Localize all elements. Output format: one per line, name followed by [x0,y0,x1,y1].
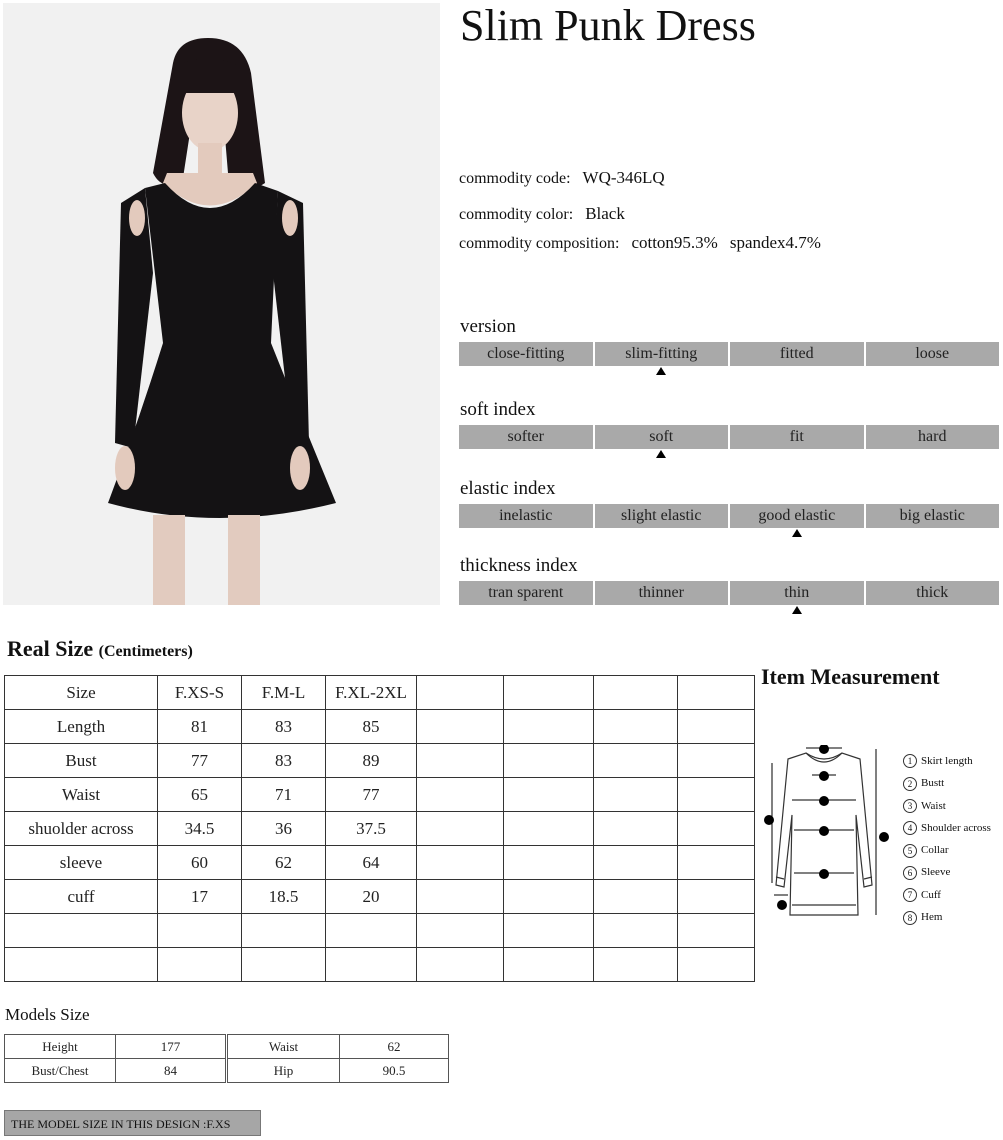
legend-item [903,839,991,861]
size-table-cell [158,914,242,948]
size-table-header [5,676,755,710]
size-table-cell: 36 [242,812,326,846]
size-table-cell: 64 [326,846,417,880]
scale-option: soft [595,425,729,449]
size-table-cell [417,710,504,744]
model-cell: Height [5,1035,116,1059]
size-table-cell: 18.5 [242,880,326,914]
legend-number: 3 [903,799,917,813]
scale-option: thin [730,581,864,605]
size-table-cell: 71 [242,778,326,812]
legend-label: Shoulder across [921,821,991,834]
size-table-header-cell [504,676,594,710]
size-table-cell [242,914,326,948]
size-table-header-cell: F.XL-2XL [326,676,417,710]
composition-cotton: cotton95.3% [631,233,718,252]
size-table-cell [504,880,594,914]
table-row [5,948,755,982]
size-table-cell: 37.5 [326,812,417,846]
legend-item [903,861,991,883]
size-table-cell [417,948,504,982]
scale-thickness-index [459,581,1001,605]
legend-number: 1 [903,754,917,768]
selection-marker-soft-index [656,450,666,458]
legend-item [903,817,991,839]
size-table-cell [5,914,158,948]
size-table-header-cell: F.XS-S [158,676,242,710]
table-row [5,812,755,846]
real-size-heading [7,636,193,662]
size-table-cell [678,812,755,846]
size-table-cell [417,744,504,778]
selection-marker-thickness-index [792,606,802,614]
garment-measurement-diagram [760,745,900,935]
size-table-cell: 20 [326,880,417,914]
size-table-header-cell: Size [5,676,158,710]
table-row [5,914,755,948]
size-table-cell [158,948,242,982]
legend-label: Cuff [921,888,941,901]
size-table-cell [594,948,678,982]
commodity-composition-label: commodity composition: [459,235,620,252]
commodity-color-value: Black [585,204,625,223]
size-table-header-cell [594,676,678,710]
size-table-cell: Bust [5,744,158,778]
scale-label-version: version [460,316,516,337]
size-table-cell [504,948,594,982]
size-table-cell: 65 [158,778,242,812]
size-table-cell [504,846,594,880]
legend-number: 5 [903,844,917,858]
size-table-cell [326,914,417,948]
model-illustration [3,3,440,605]
scale-label-soft-index: soft index [460,399,536,420]
scale-option: hard [866,425,1000,449]
size-table-cell [678,880,755,914]
models-table-right [227,1034,449,1083]
size-table-cell [417,914,504,948]
size-table [4,675,755,982]
composition-spandex: spandex4.7% [729,233,821,252]
size-table-cell: 83 [242,710,326,744]
size-table-cell [678,948,755,982]
size-table-cell [504,914,594,948]
size-table-cell [417,778,504,812]
size-table-cell [417,880,504,914]
size-table-cell [242,948,326,982]
size-table-cell [326,948,417,982]
legend-label: Hem [921,911,943,924]
size-table-cell [594,778,678,812]
commodity-composition-row [459,233,821,253]
model-cell: 90.5 [340,1059,449,1083]
size-table-cell: 62 [242,846,326,880]
size-table-cell [594,914,678,948]
product-photo [3,3,440,605]
legend-number: 7 [903,888,917,902]
size-table-cell: 77 [158,744,242,778]
legend-label: Waist [921,799,946,812]
size-table-cell [678,846,755,880]
scale-label-elastic-index: elastic index [460,478,556,499]
legend-number: 4 [903,821,917,835]
size-table-cell: 60 [158,846,242,880]
commodity-color-label: commodity color: [459,206,574,223]
model-cell: 177 [116,1035,226,1059]
legend-item [903,750,991,772]
size-table-cell: Waist [5,778,158,812]
size-table-cell: 89 [326,744,417,778]
size-table-cell [594,880,678,914]
size-table-cell: 77 [326,778,417,812]
scale-version [459,342,1001,366]
legend-item [903,884,991,906]
table-row [5,710,755,744]
legend-item [903,795,991,817]
size-table-cell: sleeve [5,846,158,880]
product-title: Slim Punk Dress [460,1,756,50]
size-table-header-cell [678,676,755,710]
scale-option: slight elastic [595,504,729,528]
commodity-code-value: WQ-346LQ [582,168,665,187]
model-cell: Hip [228,1059,340,1083]
scale-option: good elastic [730,504,864,528]
size-table-cell [594,812,678,846]
size-table-cell: Length [5,710,158,744]
model-size-note: THE MODEL SIZE IN THIS DESIGN :F.XS [4,1110,261,1136]
scale-option: inelastic [459,504,593,528]
size-table-cell: 83 [242,744,326,778]
scale-option: fit [730,425,864,449]
size-table-cell [594,846,678,880]
table-row [5,778,755,812]
size-table-cell [594,744,678,778]
legend-item [903,906,991,928]
size-table-cell: 85 [326,710,417,744]
legend-number: 8 [903,911,917,925]
size-table-cell: cuff [5,880,158,914]
real-size-unit: (Centimeters) [98,643,193,660]
commodity-code-label: commodity code: [459,170,571,187]
models-table-left [4,1034,226,1083]
size-table-cell [594,710,678,744]
measurement-legend [903,750,991,928]
legend-item [903,772,991,794]
commodity-code-row [459,168,665,188]
size-table-cell [678,744,755,778]
selection-marker-elastic-index [792,529,802,537]
scale-option: big elastic [866,504,1000,528]
scale-option: close-fitting [459,342,593,366]
size-table-cell: 17 [158,880,242,914]
selection-marker-version [656,367,666,375]
legend-number: 6 [903,866,917,880]
table-row [5,880,755,914]
scale-option: tran sparent [459,581,593,605]
size-table-cell [417,812,504,846]
table-row [5,846,755,880]
scale-option: thick [866,581,1000,605]
real-size-title: Real Size [7,636,94,661]
legend-label: Skirt length [921,755,973,767]
scale-elastic-index [459,504,1001,528]
size-table-cell [678,710,755,744]
size-table-cell [5,948,158,982]
commodity-color-row [459,204,625,224]
model-cell: Waist [228,1035,340,1059]
size-table-header-cell: F.M-L [242,676,326,710]
scale-label-thickness-index: thickness index [460,555,578,576]
size-table-cell: shuolder across [5,812,158,846]
scale-option: loose [866,342,1000,366]
models-size-title: Models Size [5,1005,90,1024]
size-table-cell [417,846,504,880]
table-row [5,744,755,778]
size-table-header-cell [417,676,504,710]
scale-option: thinner [595,581,729,605]
size-table-cell [678,778,755,812]
legend-label: Bustt [921,777,945,790]
legend-label: Sleeve [921,866,951,879]
size-table-cell [504,778,594,812]
scale-option: softer [459,425,593,449]
model-cell: 62 [340,1035,449,1059]
scale-option: slim-fitting [595,342,729,366]
size-table-cell [678,914,755,948]
scale-option: fitted [730,342,864,366]
model-cell: Bust/Chest [5,1059,116,1083]
legend-label: Collar [921,844,949,857]
size-table-cell: 34.5 [158,812,242,846]
model-cell: 84 [116,1059,226,1083]
legend-number: 2 [903,777,917,791]
size-table-cell [504,744,594,778]
size-table-cell [504,710,594,744]
item-measurement-title: Item Measurement [761,664,940,689]
size-table-cell: 81 [158,710,242,744]
scale-soft-index [459,425,1001,449]
size-table-cell [504,812,594,846]
